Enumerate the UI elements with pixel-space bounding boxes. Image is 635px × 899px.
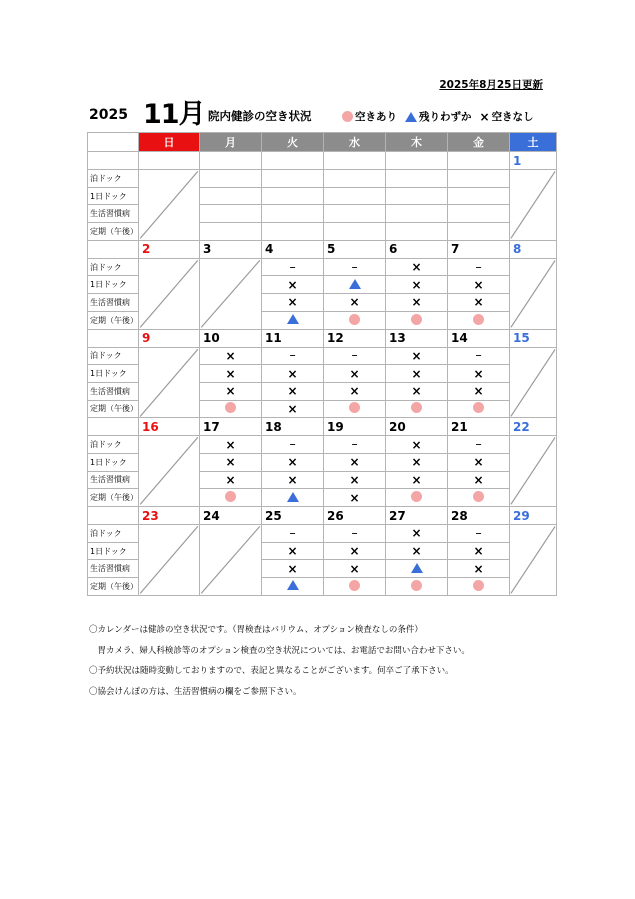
availability-cell [448, 258, 510, 276]
not-applicable-dash: − [351, 262, 358, 272]
availability-cell [386, 170, 448, 188]
availability-cell [262, 276, 324, 294]
date-cell: 21 [448, 418, 510, 436]
availability-cell [324, 205, 386, 223]
diagonal-slash [139, 525, 199, 595]
availability-cell [324, 223, 386, 241]
availability-cell [324, 276, 386, 294]
diagonal-slash [139, 259, 199, 329]
update-date: 2025年8月25日更新 [439, 79, 543, 91]
diagonal-slash [139, 170, 199, 240]
full-icon: × [473, 384, 484, 399]
availability-cell [386, 578, 448, 596]
full-icon: × [287, 561, 298, 576]
diagonal-slash [510, 259, 556, 329]
note-3: 〇予約状況は随時変動しておりますので、表記と異なることがございます。何卒ご了承下さい。 [89, 666, 454, 676]
availability-cell [448, 382, 510, 400]
date-cell: 15 [510, 329, 557, 347]
date-cell: 20 [386, 418, 448, 436]
availability-cell [200, 365, 262, 383]
exam-type-label: 生活習慣病 [88, 205, 139, 223]
exam-row [88, 436, 557, 454]
few-remaining-icon [287, 580, 299, 590]
availability-cell [262, 400, 324, 418]
diagonal-slash [139, 348, 199, 418]
exam-type-label: 泊ドック [88, 170, 139, 188]
availability-cell [324, 187, 386, 205]
diagonal-slash [200, 525, 261, 595]
availability-cell [324, 258, 386, 276]
date-cell: 27 [386, 507, 448, 525]
availability-cell [262, 258, 324, 276]
not-applicable-dash: − [289, 262, 296, 272]
availability-cell [386, 400, 448, 418]
availability-cell [200, 471, 262, 489]
date-cell: 8 [510, 240, 557, 258]
availability-cell [386, 223, 448, 241]
exam-type-label: 泊ドック [88, 436, 139, 454]
date-row-label [88, 329, 139, 347]
weekday-5: 金 [448, 133, 510, 152]
few-remaining-icon [349, 279, 361, 289]
availability-cell [386, 471, 448, 489]
full-icon: × [411, 455, 422, 470]
available-icon [225, 402, 236, 413]
availability-cell [262, 560, 324, 578]
exam-type-label: 1日ドック [88, 187, 139, 205]
diagonal-slash [510, 170, 556, 240]
available-icon [411, 402, 422, 413]
full-icon: × [349, 455, 360, 470]
availability-cell [448, 453, 510, 471]
year: 2025 [89, 107, 128, 123]
full-icon: × [225, 384, 236, 399]
availability-cell [200, 489, 262, 507]
availability-cell [324, 578, 386, 596]
note-4: 〇協会けんぽの方は、生活習慣病の欄をご参照下さい。 [89, 686, 302, 697]
exam-type-label: 1日ドック [88, 365, 139, 383]
available-icon [411, 314, 422, 325]
exam-type-label: 1日ドック [88, 276, 139, 294]
date-cell: 3 [200, 240, 262, 258]
full-icon: × [411, 348, 422, 363]
page-subtitle: 院内健診の空き状況 [208, 109, 312, 123]
full-icon: × [473, 472, 484, 487]
weekday-4: 木 [386, 133, 448, 152]
date-cell: 17 [200, 418, 262, 436]
date-row [88, 329, 557, 347]
availability-cell [448, 436, 510, 454]
exam-row [88, 347, 557, 365]
availability-cell [200, 382, 262, 400]
availability-cell [386, 311, 448, 329]
availability-cell [448, 578, 510, 596]
date-cell: 9 [139, 329, 200, 347]
not-applicable-dash: − [475, 440, 482, 450]
available-icon [349, 580, 360, 591]
full-icon: × [473, 277, 484, 292]
date-cell: 14 [448, 329, 510, 347]
availability-cell [448, 223, 510, 241]
availability-cell [262, 347, 324, 365]
availability-cell [262, 578, 324, 596]
availability-cell [386, 489, 448, 507]
date-cell [200, 152, 262, 170]
date-cell [139, 152, 200, 170]
availability-cell [324, 560, 386, 578]
exam-type-label: 定期（午後） [88, 489, 139, 507]
closed-cell [510, 258, 557, 329]
availability-cell [200, 170, 262, 188]
legend-few [405, 109, 472, 124]
not-applicable-dash: − [351, 440, 358, 450]
header-blank [88, 133, 139, 152]
not-applicable-dash: − [289, 440, 296, 450]
closed-cell [139, 347, 200, 418]
availability-cell [324, 400, 386, 418]
pink-circle-icon [342, 111, 353, 122]
weekday-0: 日 [139, 133, 200, 152]
exam-type-label: 生活習慣病 [88, 471, 139, 489]
full-icon: × [411, 260, 422, 275]
availability-cell [262, 294, 324, 312]
exam-row [88, 525, 557, 543]
availability-cell [386, 542, 448, 560]
weekday-3: 水 [324, 133, 386, 152]
date-cell: 13 [386, 329, 448, 347]
date-cell: 22 [510, 418, 557, 436]
date-cell: 25 [262, 507, 324, 525]
availability-cell [200, 205, 262, 223]
availability-cell [324, 453, 386, 471]
diagonal-slash [510, 436, 556, 506]
availability-cell [324, 311, 386, 329]
availability-cell [386, 294, 448, 312]
availability-cell [386, 453, 448, 471]
availability-cell [386, 276, 448, 294]
date-cell: 7 [448, 240, 510, 258]
availability-cell [262, 223, 324, 241]
availability-cell [324, 365, 386, 383]
date-cell: 18 [262, 418, 324, 436]
availability-cell [448, 187, 510, 205]
legend-available [342, 109, 397, 124]
availability-cell [262, 542, 324, 560]
date-cell: 11 [262, 329, 324, 347]
availability-cell [324, 542, 386, 560]
date-cell: 5 [324, 240, 386, 258]
diagonal-slash [510, 525, 556, 595]
full-icon: × [225, 348, 236, 363]
date-row-label [88, 418, 139, 436]
full-icon: × [473, 544, 484, 559]
date-row [88, 152, 557, 170]
availability-cell [448, 170, 510, 188]
date-cell: 24 [200, 507, 262, 525]
available-icon [225, 491, 236, 502]
availability-cell [262, 489, 324, 507]
full-icon: × [287, 544, 298, 559]
date-cell: 19 [324, 418, 386, 436]
full-icon: × [349, 490, 360, 505]
date-cell: 29 [510, 507, 557, 525]
exam-type-label: 1日ドック [88, 453, 139, 471]
full-icon: × [473, 295, 484, 310]
availability-cell [386, 347, 448, 365]
availability-cell [448, 560, 510, 578]
availability-cell [448, 205, 510, 223]
not-applicable-dash: − [351, 351, 358, 361]
date-cell [386, 152, 448, 170]
few-remaining-icon [287, 492, 299, 502]
availability-cell [386, 258, 448, 276]
exam-type-label: 泊ドック [88, 258, 139, 276]
full-icon: × [411, 366, 422, 381]
availability-cell [448, 400, 510, 418]
weekday-2: 火 [262, 133, 324, 152]
availability-cell [448, 365, 510, 383]
availability-cell [262, 365, 324, 383]
full-icon: × [287, 401, 298, 416]
exam-type-label: 定期（午後） [88, 578, 139, 596]
availability-cell [448, 294, 510, 312]
availability-cell [262, 311, 324, 329]
full-icon: × [411, 437, 422, 452]
note-1: 〇カレンダーは健診の空き状況です。（胃検査はバリウム、オプション検査なしの条件） [89, 625, 423, 635]
availability-cell [324, 471, 386, 489]
not-applicable-dash: − [289, 351, 296, 361]
not-applicable-dash: − [475, 351, 482, 361]
availability-cell [262, 453, 324, 471]
full-icon: × [349, 472, 360, 487]
availability-cell [448, 311, 510, 329]
availability-cell [448, 347, 510, 365]
availability-cell [324, 382, 386, 400]
availability-cell [386, 365, 448, 383]
full-icon: × [411, 384, 422, 399]
exam-row [88, 258, 557, 276]
exam-type-label: 生活習慣病 [88, 560, 139, 578]
availability-cell [200, 187, 262, 205]
date-cell: 6 [386, 240, 448, 258]
date-cell [262, 152, 324, 170]
not-applicable-dash: − [475, 262, 482, 272]
date-cell: 23 [139, 507, 200, 525]
date-row-label [88, 240, 139, 258]
cross-icon: × [479, 109, 490, 124]
legend-few-label: 残りわずか [419, 111, 472, 123]
closed-cell [139, 525, 200, 596]
availability-cell [262, 187, 324, 205]
full-icon: × [411, 544, 422, 559]
date-cell [324, 152, 386, 170]
available-icon [473, 402, 484, 413]
date-cell: 2 [139, 240, 200, 258]
not-applicable-dash: − [289, 528, 296, 538]
full-icon: × [411, 295, 422, 310]
date-cell [448, 152, 510, 170]
legend-full-label: 空きなし [491, 111, 534, 123]
full-icon: × [411, 526, 422, 541]
availability-cell [448, 471, 510, 489]
availability-cell [324, 347, 386, 365]
availability-cell [324, 294, 386, 312]
date-row-label [88, 507, 139, 525]
available-icon [473, 314, 484, 325]
availability-cell [324, 436, 386, 454]
exam-row [88, 170, 557, 188]
full-icon: × [287, 455, 298, 470]
available-icon [473, 491, 484, 502]
legend-available-label: 空きあり [355, 111, 397, 123]
weekday-1: 月 [200, 133, 262, 152]
date-cell: 1 [510, 152, 557, 170]
closed-cell [510, 436, 557, 507]
not-applicable-dash: − [351, 528, 358, 538]
availability-cell [324, 525, 386, 543]
full-icon: × [225, 437, 236, 452]
blue-triangle-icon [405, 112, 417, 122]
availability-cell [386, 525, 448, 543]
full-icon: × [225, 472, 236, 487]
availability-cell [324, 170, 386, 188]
availability-cell [262, 170, 324, 188]
exam-type-label: 1日ドック [88, 542, 139, 560]
full-icon: × [411, 472, 422, 487]
availability-cell [262, 382, 324, 400]
available-icon [411, 491, 422, 502]
month-title: 11月 [143, 99, 205, 130]
availability-cell [200, 347, 262, 365]
closed-cell [200, 258, 262, 329]
full-icon: × [225, 455, 236, 470]
availability-cell [386, 382, 448, 400]
availability-cell [262, 205, 324, 223]
exam-type-label: 泊ドック [88, 347, 139, 365]
availability-cell [324, 489, 386, 507]
calendar-table [87, 132, 557, 596]
date-cell: 4 [262, 240, 324, 258]
closed-cell [139, 170, 200, 241]
date-cell: 12 [324, 329, 386, 347]
full-icon: × [349, 366, 360, 381]
availability-cell [386, 436, 448, 454]
exam-type-label: 定期（午後） [88, 311, 139, 329]
note-2: 胃カメラ、婦人科検診等のオプション検査の空き状況については、お電話でお問い合わせ下さい。 [89, 645, 470, 656]
exam-type-label: 定期（午後） [88, 400, 139, 418]
exam-type-label: 定期（午後） [88, 223, 139, 241]
availability-cell [262, 525, 324, 543]
date-row [88, 240, 557, 258]
availability-cell [262, 436, 324, 454]
weekday-header [88, 133, 557, 152]
full-icon: × [473, 366, 484, 381]
availability-cell [200, 223, 262, 241]
legend [342, 109, 538, 124]
date-cell: 10 [200, 329, 262, 347]
availability-cell [262, 471, 324, 489]
weekday-6: 土 [510, 133, 557, 152]
diagonal-slash [510, 348, 556, 418]
full-icon: × [287, 384, 298, 399]
full-icon: × [349, 561, 360, 576]
not-applicable-dash: − [475, 528, 482, 538]
closed-cell [139, 436, 200, 507]
full-icon: × [349, 295, 360, 310]
date-cell: 28 [448, 507, 510, 525]
full-icon: × [411, 277, 422, 292]
full-icon: × [287, 366, 298, 381]
notes [89, 620, 470, 702]
exam-type-label: 生活習慣病 [88, 382, 139, 400]
diagonal-slash [139, 436, 199, 506]
full-icon: × [349, 544, 360, 559]
availability-cell [386, 560, 448, 578]
full-icon: × [225, 366, 236, 381]
diagonal-slash [200, 259, 261, 329]
legend-full [480, 109, 534, 124]
closed-cell [139, 258, 200, 329]
full-icon: × [287, 277, 298, 292]
available-icon [349, 314, 360, 325]
exam-type-label: 生活習慣病 [88, 294, 139, 312]
availability-cell [200, 400, 262, 418]
date-cell: 16 [139, 418, 200, 436]
availability-cell [448, 489, 510, 507]
date-row-label [88, 152, 139, 170]
availability-cell [448, 276, 510, 294]
availability-cell [386, 205, 448, 223]
available-icon [349, 402, 360, 413]
availability-cell [200, 436, 262, 454]
full-icon: × [473, 455, 484, 470]
full-icon: × [287, 472, 298, 487]
closed-cell [510, 525, 557, 596]
availability-cell [200, 453, 262, 471]
availability-cell [386, 187, 448, 205]
closed-cell [510, 347, 557, 418]
date-row [88, 418, 557, 436]
full-icon: × [287, 295, 298, 310]
availability-cell [448, 542, 510, 560]
availability-cell [448, 525, 510, 543]
available-icon [411, 580, 422, 591]
available-icon [473, 580, 484, 591]
full-icon: × [473, 561, 484, 576]
closed-cell [510, 170, 557, 241]
date-cell: 26 [324, 507, 386, 525]
few-remaining-icon [287, 314, 299, 324]
few-remaining-icon [411, 563, 423, 573]
exam-type-label: 泊ドック [88, 525, 139, 543]
closed-cell [200, 525, 262, 596]
full-icon: × [349, 384, 360, 399]
date-row [88, 507, 557, 525]
